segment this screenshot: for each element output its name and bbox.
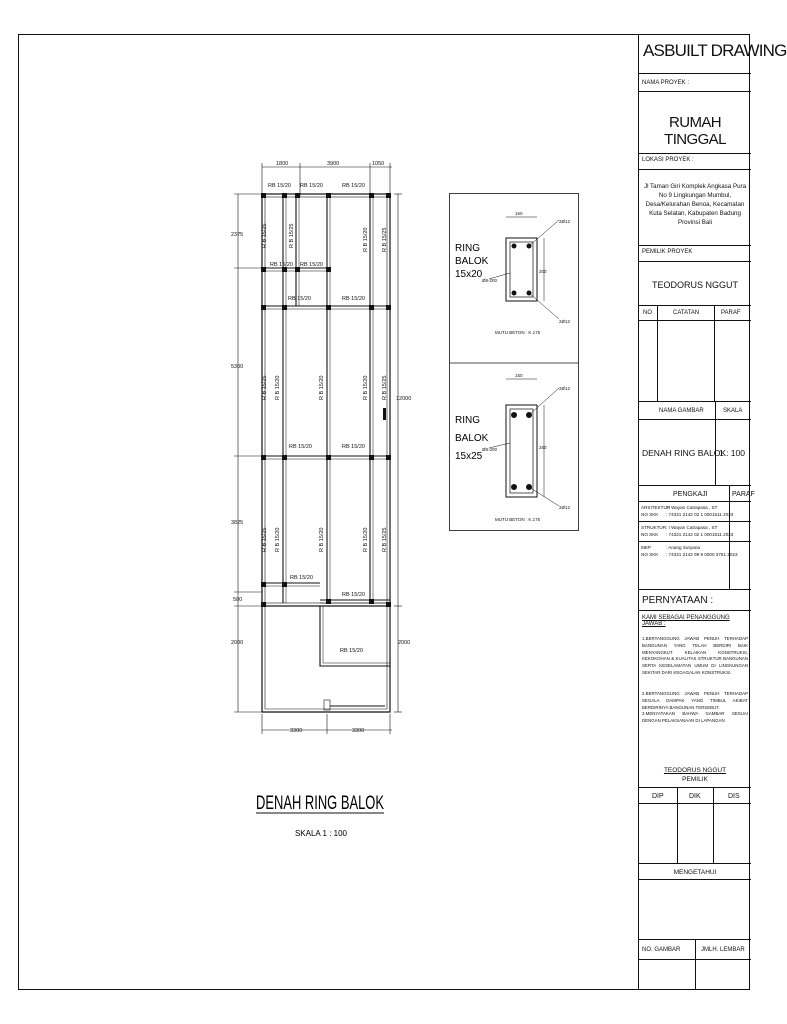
- notes-col-catatan: CATATAN: [673, 310, 700, 316]
- vbeam-label: R B 15/25: [382, 227, 388, 252]
- beam-label: RB 15/20: [288, 296, 311, 302]
- reviewer-skk: : 74321 2142 02 1 0001511 2023: [666, 512, 734, 517]
- sheet-number-values: [639, 960, 751, 990]
- drawing-name-cell: [639, 420, 751, 486]
- dim-top-1: 1800: [276, 161, 289, 167]
- detail-stirrup: Ø8-200: [482, 447, 498, 452]
- detail-height: 200: [539, 269, 547, 274]
- beam-label: RB 15/20: [300, 262, 323, 268]
- vbeam-label: R B 15/25: [262, 223, 268, 248]
- approval-dik: DIK: [689, 793, 701, 800]
- owner-cell: [639, 262, 751, 306]
- header-cell: [639, 34, 787, 74]
- dim-left-5: 2000: [231, 640, 244, 646]
- approval-signatures: [639, 804, 751, 864]
- drawing-name-label: NAMA GAMBAR: [659, 408, 704, 414]
- owner-label: PEMILIK PROYEK: [642, 249, 693, 255]
- statement-item: 2.BERTANGGUNG JAWAB PENUH TERHADAP SEGALA DAMPAK YANG TIMBUL AKIBAT BERDIRINYA BANGUNAN TERSEBUT.: [642, 691, 748, 710]
- detail-rebar-bot: 2Ø12: [559, 319, 571, 324]
- reviewer-row: [639, 542, 751, 590]
- detail-name-line: BALOK: [455, 433, 489, 444]
- beam-label: RB 15/20: [342, 296, 365, 302]
- reviewer-role: STRUKTUR: [641, 525, 667, 530]
- statement-cell: [639, 590, 751, 788]
- vbeam-label: R B 15/20: [275, 527, 281, 552]
- beam-label: RB 15/20: [270, 262, 293, 268]
- vbeam-label: R B 15/25: [262, 375, 268, 400]
- beam-label: RB 15/20: [342, 592, 365, 598]
- detail-height: 250: [539, 445, 547, 450]
- reviewer-header: [639, 486, 755, 502]
- detail-name-line: RING: [455, 243, 480, 254]
- project-name-label: NAMA PROYEK :: [642, 80, 690, 86]
- signer-name: TEODORUS NGGUT: [663, 767, 727, 774]
- approval-dis: DIS: [728, 793, 740, 800]
- dim-top-2: 3900: [327, 161, 340, 167]
- dim-left-2: 5300: [231, 364, 244, 370]
- dim-right-1: 12000: [396, 396, 412, 402]
- beam-label: RB 15/20: [290, 575, 313, 581]
- title-block: [638, 34, 787, 990]
- reviewer-skk: : 74321 2142 02 1 0001511 2023: [666, 532, 734, 537]
- drawing-name-header: [639, 402, 751, 420]
- beam-label: RB 15/20: [268, 183, 291, 189]
- statement-title: PERNYATAAN :: [642, 595, 714, 606]
- dim-top-3: 1050: [372, 161, 385, 167]
- reviewer-name: : I Wayan Catrapasa , ST: [666, 525, 718, 530]
- reviewer-skk-label: NO SKK: [641, 532, 659, 537]
- detail-rebar-top: 2Ø12: [559, 219, 571, 224]
- detail-name-line: RING: [455, 415, 480, 426]
- detail-concrete: MUTU BETON : K.175: [495, 330, 541, 335]
- beam-label: RB 15/20: [340, 648, 363, 654]
- detail-concrete: MUTU BETON : K.175: [495, 517, 541, 522]
- location-cell: [639, 170, 751, 246]
- statement-item: 3.MENYATAKAN BAHWA GAMBAR SESUAI DENGAN PELAKSANAAN DI LAPANGAN: [642, 711, 748, 723]
- location-text: Jl Taman Giri Komplek Angkasa Pura No 9 Lingkungan Mumbul, Desa/Kelurahan Benoa, Kecamatan Kuta Selatan, Kabupaten Badung Provinsi Bali: [643, 183, 747, 226]
- reviewer-name: : I Wayan Catrapasa , ST: [666, 505, 718, 510]
- vbeam-label: R B 15/25: [382, 527, 388, 552]
- sheet-no-label: NO. GAMBAR: [642, 947, 681, 953]
- drawing-name: DENAH RING BALOK: [642, 448, 727, 458]
- sheet-count-label: JMLH. LEMBAR: [701, 947, 745, 953]
- project-name: RUMAH TINGGAL: [664, 114, 726, 148]
- detail-ring-balok-15x25: [455, 373, 571, 522]
- dim-bottom-2: 3300: [352, 728, 365, 734]
- dim-left-1: 2375: [231, 232, 244, 238]
- acknowledge-label: MENGETAHUI: [673, 869, 717, 876]
- detail-rebar-top: 2Ø12: [559, 386, 571, 391]
- reviewer-role: ARSITEKTUR: [641, 505, 671, 510]
- beam-label: RB 15/20: [342, 444, 365, 450]
- statement-subtitle: KAMI SEBAGAI PENANGGUNG JAWAB :: [642, 615, 730, 627]
- reviewer-name: : Anang Suryana: [666, 545, 700, 550]
- reviewer-skk: : 74321 2142 99 9 0000 3761 2023: [666, 552, 738, 557]
- vbeam-label: R B 15/20: [363, 375, 369, 400]
- approval-dip: DIP: [652, 793, 664, 800]
- owner-label-cell: [639, 246, 751, 262]
- beam-label: RB 15/20: [300, 183, 323, 189]
- sheet-number-header: [639, 940, 751, 960]
- acknowledge-signature: [639, 880, 751, 940]
- project-label-cell: [639, 74, 751, 92]
- notes-col-paraf: PARAF: [721, 310, 741, 316]
- reviewer-skk-label: NO SKK: [641, 512, 659, 517]
- notes-table: [639, 306, 751, 402]
- dim-bottom-1: 3300: [290, 728, 303, 734]
- dim-left-3: 3825: [231, 520, 244, 526]
- owner-name: TEODORUS NGGUT: [651, 280, 738, 290]
- vbeam-label: R B 15/20: [319, 375, 325, 400]
- vbeam-label: R B 15/20: [363, 527, 369, 552]
- detail-name-line: 15x25: [455, 451, 483, 462]
- vbeam-label: R B 15/20: [319, 527, 325, 552]
- approval-header: [639, 788, 751, 804]
- dim-right-2: 2000: [398, 640, 411, 646]
- vbeam-label: R B 15/20: [275, 375, 281, 400]
- detail-stirrup: Ø8-200: [482, 278, 498, 283]
- beam-label: RB 15/20: [289, 444, 312, 450]
- signer-role: PEMILIK: [682, 776, 708, 783]
- beam-label: RB 15/20: [342, 183, 365, 189]
- plan-scale: SKALA 1 : 100: [294, 829, 348, 838]
- drawing-scale: 1 : 100: [719, 448, 745, 458]
- reviewer-skk-label: NO SKK: [641, 552, 659, 557]
- detail-width: 150: [515, 373, 523, 378]
- detail-width: 150: [515, 211, 523, 216]
- beam-section-details: [449, 193, 579, 531]
- detail-name-line: BALOK: [455, 256, 489, 267]
- header-title: ASBUILT DRAWING: [643, 41, 787, 60]
- vbeam-label: R B 15/25: [289, 223, 295, 248]
- vbeam-label: R B 15/20: [363, 227, 369, 252]
- reviewer-row: [639, 522, 751, 542]
- detail-rebar-bot: 2Ø12: [559, 505, 571, 510]
- notes-col-no: NO: [643, 310, 652, 316]
- vbeam-label: R B 15/25: [382, 375, 388, 400]
- detail-ring-balok-15x20: [455, 211, 571, 335]
- project-name-cell: [639, 92, 751, 154]
- reviewer-paraf: PARAF: [732, 491, 755, 498]
- plan-title: DENAH RING BALOK: [256, 793, 385, 814]
- reviewer-row: [639, 502, 751, 522]
- dim-left-4: 500: [233, 597, 243, 603]
- location-label-cell: [639, 154, 751, 170]
- acknowledge-header: [639, 864, 751, 880]
- reviewer-role: MEP: [641, 545, 651, 550]
- location-label: LOKASI PROYEK :: [642, 157, 694, 163]
- detail-name-line: 15x20: [455, 269, 483, 280]
- vbeam-label: R B 15/25: [262, 527, 268, 552]
- scale-label: SKALA: [723, 408, 743, 414]
- statement-item: 1.BERTANGGUNG JAWAB PENUH TERHADAP BANGUNAN YANG TELAH BERDIRI BAIK MENYANGKUT KELAIKAN KONSTRUKSI, KEKOKOHAN & KUALITAS STRUKTUR BANGUNAN SERTA KESELAMATAN UMUM DI LINGKUNGAN SEKITAR DARI KEGAGALAN KONSTRUKSI.: [642, 636, 748, 675]
- reviewer-label: PENGKAJI: [673, 491, 708, 498]
